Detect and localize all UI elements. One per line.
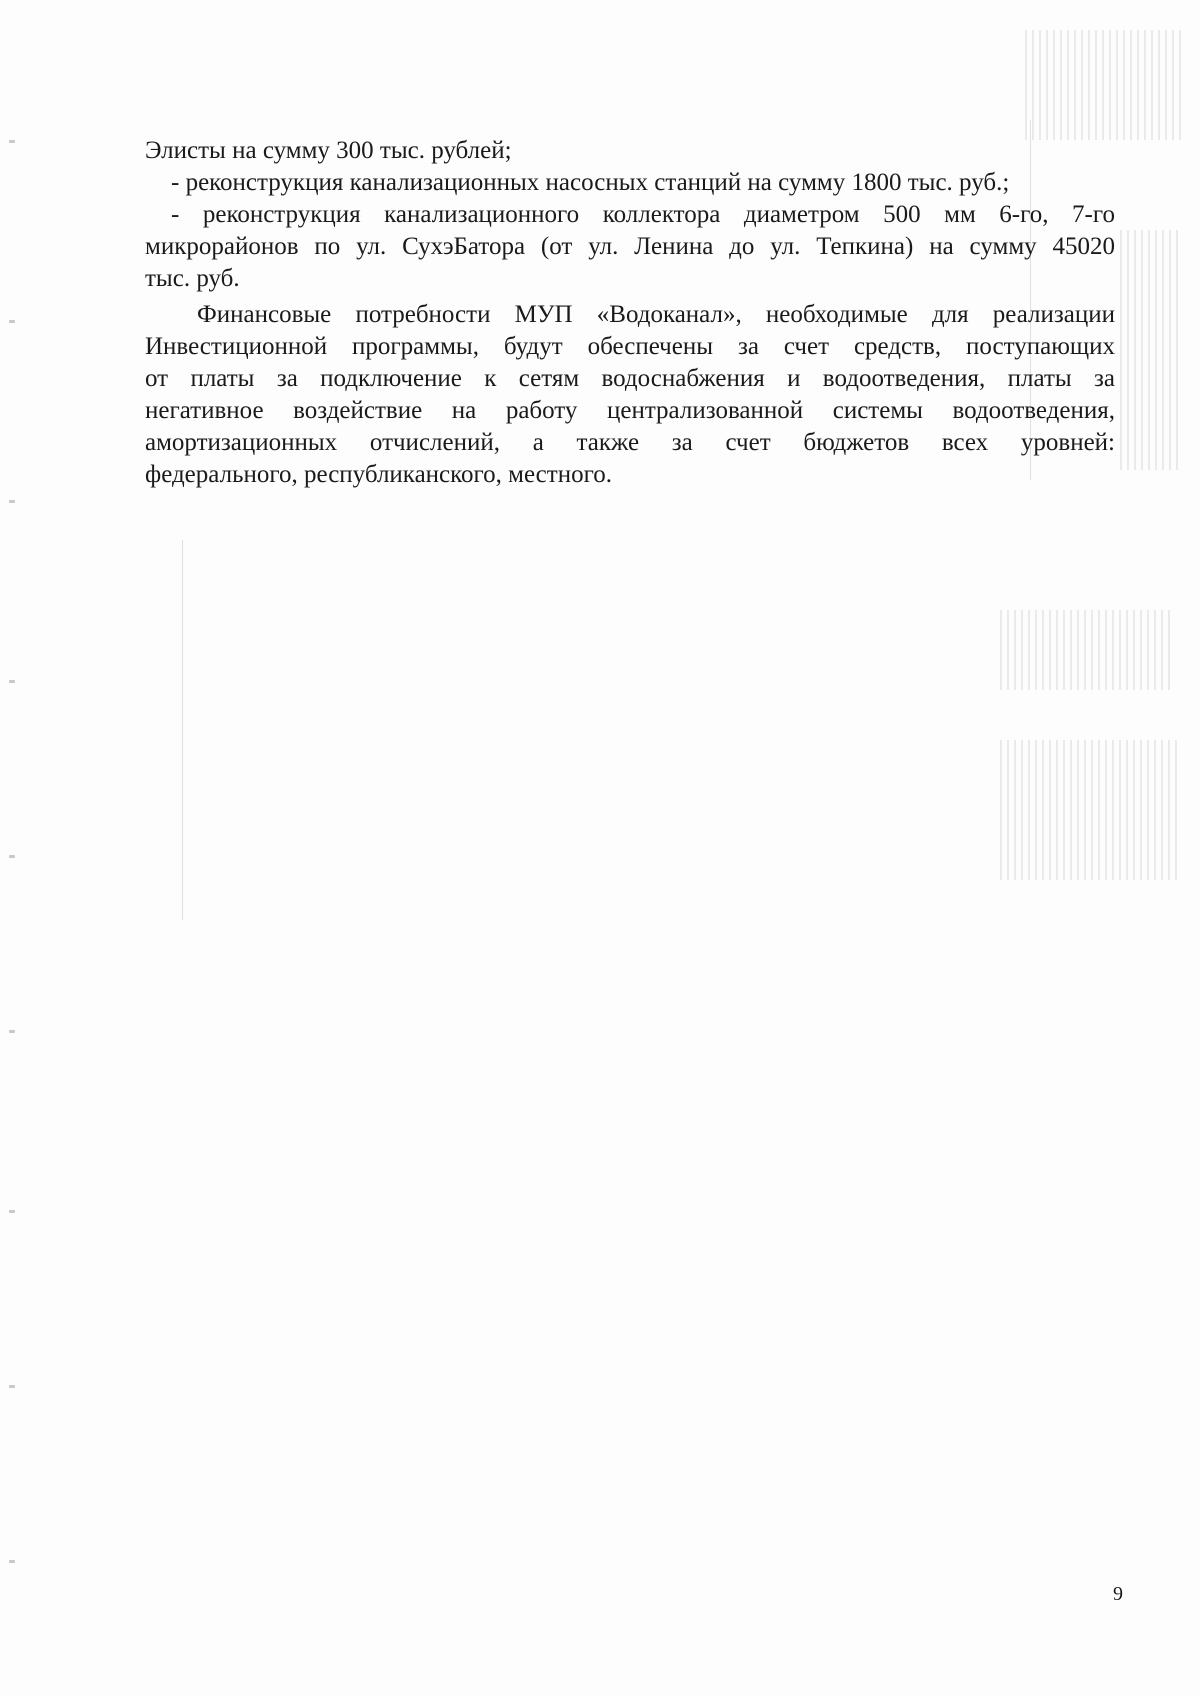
- page-number: 9: [1113, 1583, 1123, 1605]
- text-line: - реконструкция канализационных насосных станций на сумму 1800 тыс. руб.;: [171, 169, 1010, 196]
- scan-mark: [9, 320, 15, 323]
- scan-noise: [1000, 740, 1180, 880]
- scan-mark: [9, 1560, 15, 1563]
- text-line: Элисты на сумму 300 тыс. рублей;: [145, 137, 512, 164]
- document-body: [145, 135, 1115, 491]
- paragraph-line: федерального, республиканского, местного.: [145, 461, 612, 488]
- scan-mark: [9, 1210, 15, 1213]
- scan-mark: [9, 1385, 15, 1388]
- paragraph-line: Финансовые потребности МУП «Водоканал», необходимые для реализации: [197, 301, 1115, 328]
- scan-line: [182, 540, 183, 920]
- scan-mark: [9, 140, 15, 143]
- paragraph-line: негативное воздействие на работу централизованной системы водоотведения,: [145, 397, 1115, 424]
- scan-mark: [9, 500, 15, 503]
- scan-noise: [1025, 30, 1185, 140]
- scan-mark: [9, 855, 15, 858]
- text-line: микрорайонов по ул. СухэБатора (от ул. Ленина до ул. Тепкина) на сумму 45020: [145, 233, 1115, 260]
- text-line: - реконструкция канализационного коллектора диаметром 500 мм 6-го, 7-го: [171, 201, 1115, 228]
- scan-noise: [1120, 230, 1180, 470]
- scan-noise: [1000, 610, 1170, 690]
- paragraph-line: амортизационных отчислений, а также за счет бюджетов всех уровней:: [145, 429, 1115, 456]
- paragraph-line: Инвестиционной программы, будут обеспечены за счет средств, поступающих: [145, 333, 1115, 360]
- scan-mark: [9, 680, 15, 683]
- scan-mark: [9, 1030, 15, 1033]
- paragraph-line: от платы за подключение к сетям водоснабжения и водоотведения, платы за: [145, 365, 1115, 392]
- text-line: тыс. руб.: [145, 265, 240, 292]
